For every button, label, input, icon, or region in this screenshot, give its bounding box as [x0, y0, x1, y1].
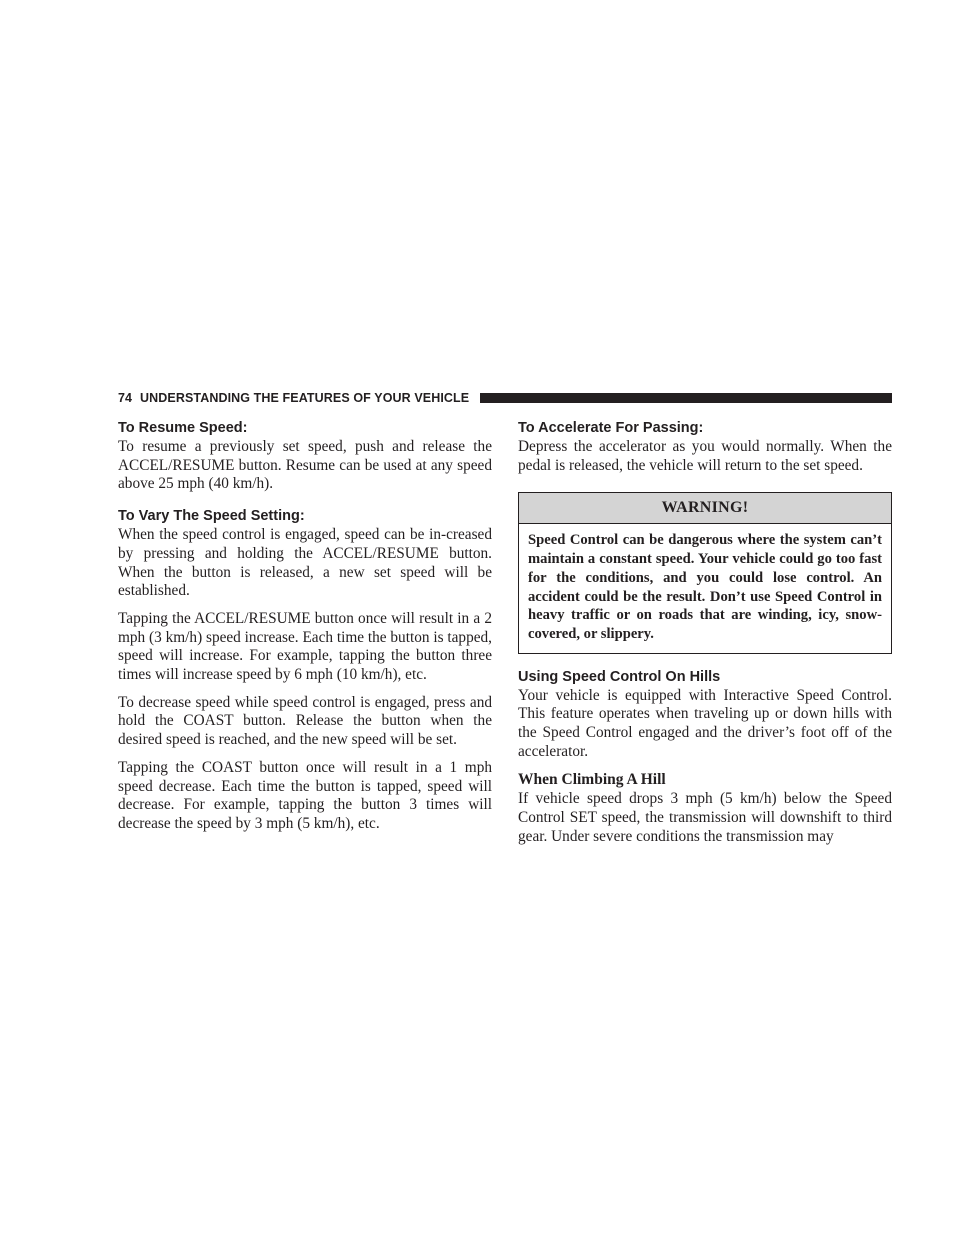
section-title: UNDERSTANDING THE FEATURES OF YOUR VEHICLE: [140, 391, 470, 405]
right-column: [518, 414, 892, 847]
left-column: [118, 414, 492, 834]
passing-text: Depress the accelerator as you would normally. When the pedal is released, the vehicle will return to the set speed.: [518, 438, 892, 474]
vary-speed-paragraph: When the speed control is engaged, speed can be in-creased by pressing and holding the ACCEL/RESUME button. When the button is released, a new set speed will be established.: [118, 526, 492, 600]
vary-speed-paragraph: Tapping the ACCEL/RESUME button once will result in a 2 mph (3 km/h) speed increase. Each time the button is tapped, speed will increase. For example, tapping the button three times will increase speed by 6 mph (10 km/h), etc.: [118, 609, 492, 684]
page-number: 74: [118, 391, 133, 405]
resume-speed-text: To resume a previously set speed, push and release the ACCEL/RESUME button. Resume can be used at any speed above 25 mph (40 km/h).: [118, 438, 492, 493]
vary-speed-paragraph: To decrease speed while speed control is engaged, press and hold the COAST button. Release the button when the desired speed is reached, and the new speed will be set.: [118, 693, 492, 749]
hills-heading: Using Speed Control On Hills: [518, 668, 721, 685]
warning-box: [518, 492, 892, 653]
header-rule: [480, 393, 892, 403]
warning-text: Speed Control can be dangerous where the system can’t maintain a constant speed. Your vehicle could go too fast for the conditions, and you could lose control. An accident could be the result. Don’t use Speed Control in heavy traffic or on roads that are winding, icy, snow-covered, or slippery.: [528, 532, 882, 642]
vary-speed-heading: To Vary The Speed Setting:: [118, 508, 305, 525]
page-header: [118, 390, 892, 406]
passing-heading: To Accelerate For Passing:: [518, 420, 704, 436]
vary-speed-paragraph: Tapping the COAST button once will result in a 1 mph speed decrease. Each time the button is tapped, speed will decrease. For example, tapping the button 3 times will decrease the speed by 3 mph (5 km/h), etc.: [118, 758, 492, 832]
climbing-heading: When Climbing A Hill: [518, 771, 666, 789]
hills-text: Your vehicle is equipped with Interactive Speed Control. This feature operates when traveling up or down hills with the Speed Control engaged and the driver’s foot off of the accelerator.: [518, 686, 892, 760]
resume-speed-heading: To Resume Speed:: [118, 420, 248, 436]
warning-title: WARNING!: [519, 493, 891, 524]
climbing-text: If vehicle speed drops 3 mph (5 km/h) below the Speed Control SET speed, the transmission will downshift to third gear. Under severe conditions the transmission may: [518, 790, 892, 845]
